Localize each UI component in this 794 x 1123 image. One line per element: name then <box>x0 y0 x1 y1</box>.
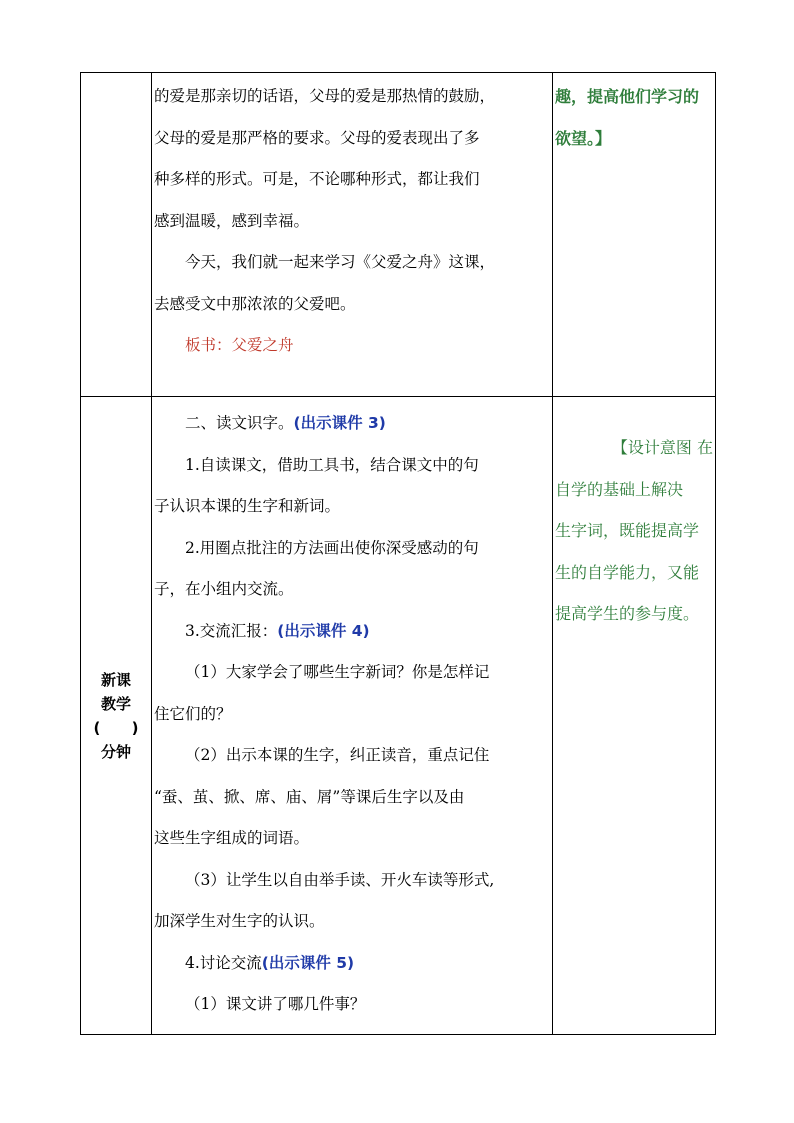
content-cell <box>152 73 553 397</box>
courseware-ref: (出示课件 4) <box>277 621 370 640</box>
list-item <box>152 943 552 985</box>
table-row <box>81 73 716 397</box>
design-note-line: 提高学生的参与度。 <box>555 604 700 623</box>
board-writing: 板书：父爱之舟 <box>185 336 294 354</box>
item-text: 3.交流汇报： <box>185 621 278 640</box>
paragraph-line: 这些生字组成的词语。 <box>154 829 310 847</box>
paragraph-line: 种多样的形式。可是，不论哪种形式，都让我们 <box>154 170 480 188</box>
courseware-ref: (出示课件 3) <box>293 414 386 432</box>
section-label-cell <box>81 397 152 1035</box>
paragraph-line: 加深学生对生字的认识。 <box>154 912 325 930</box>
design-note-cell <box>553 73 716 397</box>
design-note-line: 生字词，既能提高学 <box>555 521 700 540</box>
paragraph-line: 子认识本课的生字和新词。 <box>154 497 341 515</box>
paragraph-line: 的爱是那亲切的话语，父母的爱是那热情的鼓励， <box>154 87 496 105</box>
paragraph-line: （1）大家学会了哪些生字新词？你是怎样记 <box>185 663 490 681</box>
paragraph-line: “蚕、茧、掀、席、庙、屑”等课后生字以及由 <box>154 787 465 806</box>
paragraph-line: 父母的爱是那严格的要求。父母的爱表现出了多 <box>154 128 480 147</box>
design-note-line: 趣，提高他们学习的 <box>555 87 700 106</box>
design-note-cell <box>553 397 716 1035</box>
paragraph-line: 1.自读课文，借助工具书，结合课文中的句 <box>185 455 479 474</box>
paragraph-line: 2.用圈点批注的方法画出使你深受感动的句 <box>185 538 479 557</box>
section-label-line: 分钟 <box>100 742 131 761</box>
design-note-line: 欲望。】 <box>555 128 612 148</box>
table-row <box>81 397 716 1035</box>
section-label <box>81 668 151 764</box>
paragraph-line: 住它们的？ <box>154 704 232 723</box>
paragraph-line: （2）出示本课的生字，纠正读音，重点记住 <box>185 746 490 764</box>
paragraph-line: 子，在小组内交流。 <box>154 580 294 598</box>
courseware-ref: (出示课件 5) <box>261 953 355 972</box>
content-cell <box>152 397 553 1035</box>
section-label-line: 教学 <box>100 694 131 713</box>
lesson-plan-table <box>80 72 716 1035</box>
paragraph-line: 去感受文中那浓浓的父爱吧。 <box>154 294 356 313</box>
design-note-line: 生的自学能力，又能 <box>555 562 700 582</box>
paragraph-line: （1）课文讲了哪几件事？ <box>185 995 366 1013</box>
paragraph-line: （3）让学生以自由举手读、开火车读等形式, <box>185 870 495 889</box>
paragraph-line: 感到温暖，感到幸福。 <box>154 211 310 230</box>
section-label-line: 新课 <box>100 670 131 689</box>
paragraph-line: 今天，我们就一起来学习《父爱之舟》这课， <box>185 253 496 271</box>
heading-text: 二、读文识字。 <box>185 414 294 432</box>
section-heading <box>152 403 552 445</box>
item-text: 4.讨论交流 <box>185 953 262 972</box>
section-label-minutes-blank: ( ) <box>93 718 139 737</box>
design-note-line: 【设计意图 在 <box>611 438 713 457</box>
list-item <box>152 611 552 653</box>
design-note-line: 自学的基础上解决 <box>555 479 684 499</box>
section-label-cell <box>81 73 152 397</box>
